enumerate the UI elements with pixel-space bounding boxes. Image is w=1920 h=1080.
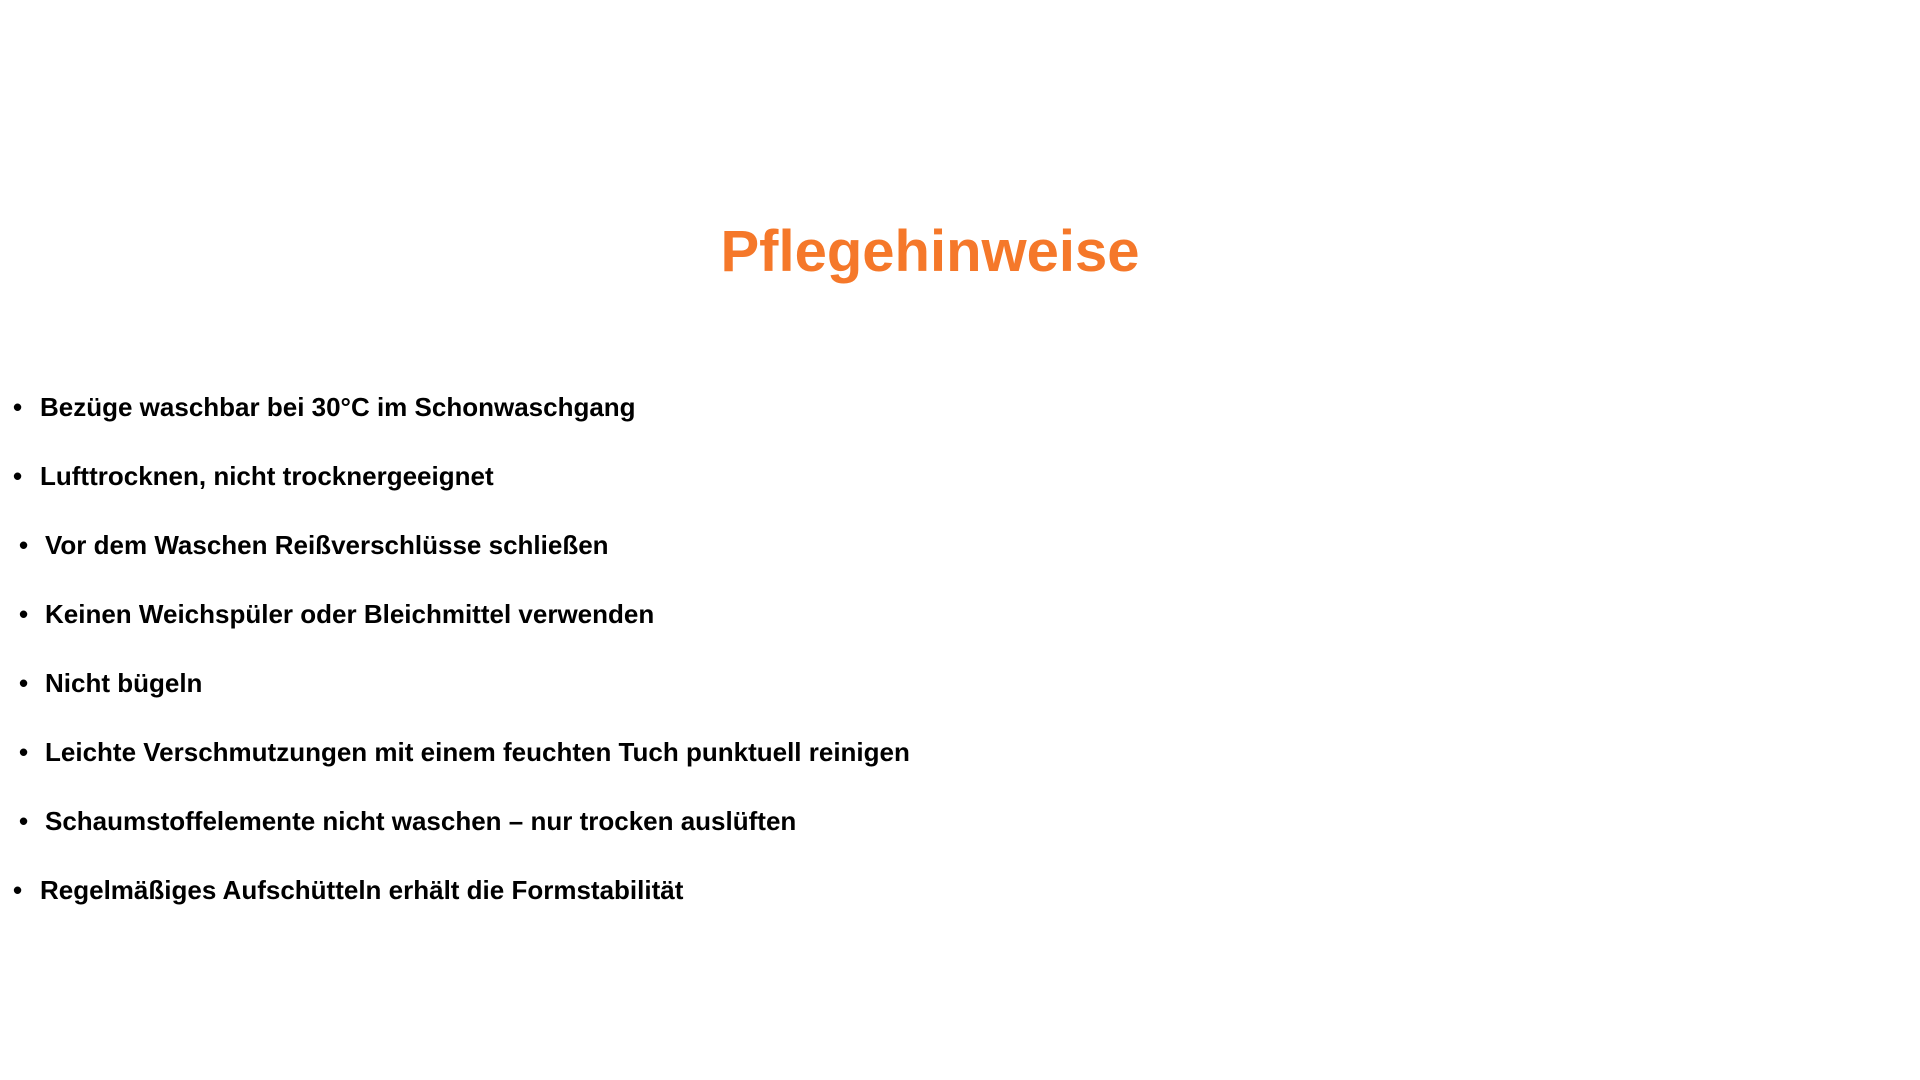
list-item-text: Vor dem Waschen Reißverschlüsse schließen xyxy=(45,530,609,560)
bullet-icon: • xyxy=(19,599,29,629)
list-item-text: Leichte Verschmutzungen mit einem feuchten Tuch punktuell reinigen xyxy=(45,737,910,767)
list-item-text: Keinen Weichspüler oder Bleichmittel verwenden xyxy=(45,599,655,629)
list-item-text: Regelmäßiges Aufschütteln erhält die Formstabilität xyxy=(40,875,684,905)
page-title: Pflegehinweise xyxy=(720,219,1140,284)
bullet-icon: • xyxy=(13,875,23,905)
bullet-icon: • xyxy=(19,668,29,698)
bullet-icon: • xyxy=(19,806,29,836)
bullet-icon: • xyxy=(13,461,23,491)
list-item-text: Lufttrocknen, nicht trocknergeeignet xyxy=(40,461,494,491)
bullet-icon: • xyxy=(13,392,23,422)
bullet-icon: • xyxy=(19,737,29,767)
bullet-icon: • xyxy=(19,530,29,560)
list-item-text: Schaumstoffelemente nicht waschen – nur trocken auslüften xyxy=(45,806,797,836)
list-item-text: Bezüge waschbar bei 30°C im Schonwaschgang xyxy=(40,392,636,422)
list-item-text: Nicht bügeln xyxy=(45,668,203,698)
